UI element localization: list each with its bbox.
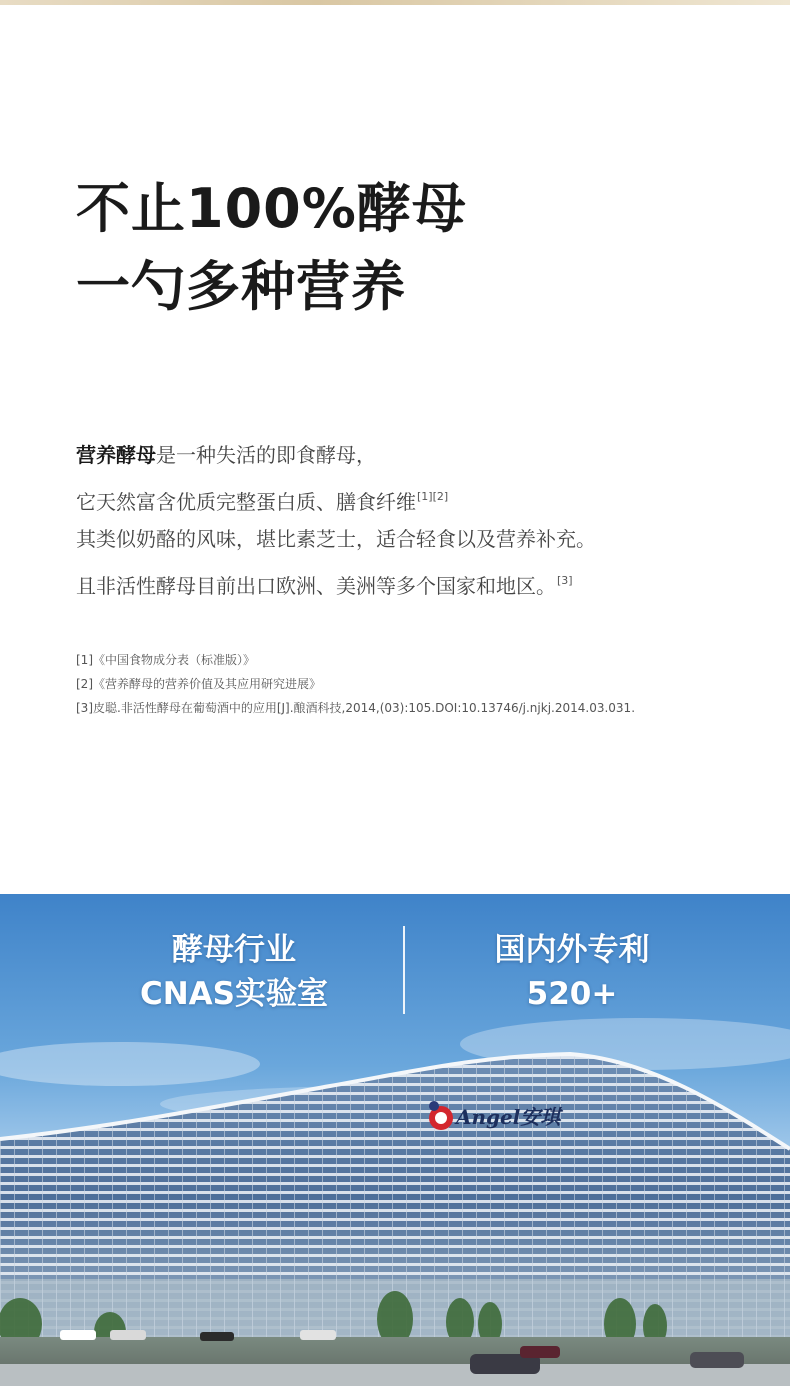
top-decorative-strip <box>0 0 790 5</box>
stat-cnas-lab <box>84 928 384 1016</box>
reference-3: [3]皮聪.非活性酵母在葡萄酒中的应用[J].酿酒科技,2014,(03):105.DOI:10.13746/j.njkj.2014.03.031. <box>76 701 636 715</box>
stat-cnas-line-1: 酵母行业 <box>172 932 296 968</box>
stat-cnas-line-2: CNAS实验室 <box>139 976 328 1012</box>
stat-patents-line-1: 国内外专利 <box>494 932 650 968</box>
intro-line-2-text: 它天然富含优质完整蛋白质、膳食纤维 <box>76 490 416 514</box>
citation-1-2: [1][2] <box>417 490 449 503</box>
headline <box>76 170 716 326</box>
references-list <box>76 648 776 720</box>
logo-text: Angel安琪 <box>456 1105 561 1129</box>
citation-3: [3] <box>557 574 573 587</box>
stat-patents-line-2: 520+ <box>526 976 618 1012</box>
headline-line-2: 一勺多种营养 <box>76 255 406 318</box>
reference-2: [2]《营养酵母的营养价值及其应用研究进展》 <box>76 677 321 691</box>
intro-line-1-text: 是一种失活的即食酵母， <box>156 443 376 467</box>
intro-line-3-text: 其类似奶酪的风味，堪比素芝士，适合轻食以及营养补充。 <box>76 527 596 551</box>
intro-line-2 <box>76 476 776 518</box>
reference-1: [1]《中国食物成分表（标准版）》 <box>76 653 255 667</box>
intro-line-4 <box>76 560 776 602</box>
highlight-term: 营养酵母 <box>76 434 156 476</box>
intro-line-4-text: 且非活性酵母目前出口欧洲、美洲等多个国家和地区。 <box>76 574 556 598</box>
stat-divider <box>403 926 405 1014</box>
stat-patents <box>422 928 722 1016</box>
headline-line-1: 不止100%酵母 <box>76 177 467 240</box>
hero-building-image <box>0 894 790 1386</box>
intro-line-3 <box>76 518 776 560</box>
intro-line-1 <box>76 434 776 476</box>
intro-paragraph <box>76 434 776 602</box>
